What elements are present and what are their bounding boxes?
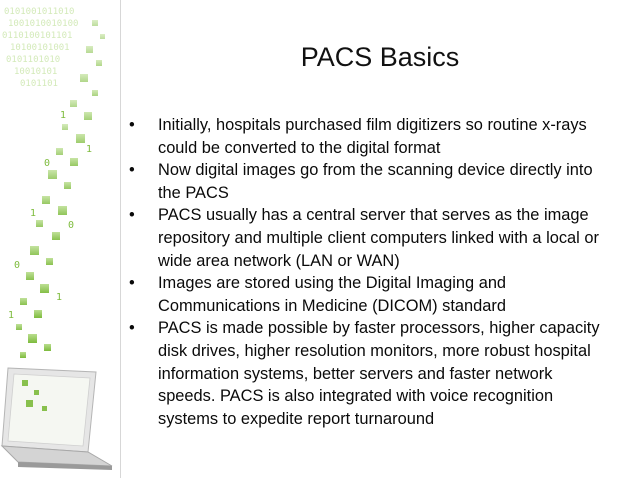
svg-text:0101101010: 0101101010 — [6, 55, 61, 65]
bullet-text: Now digital images go from the scanning device directly into the PACS — [158, 161, 593, 202]
bullet-list — [129, 114, 609, 430]
svg-text:10100101001: 10100101001 — [10, 43, 70, 53]
svg-text:1: 1 — [8, 310, 15, 321]
svg-text:0101001011010: 0101001011010 — [4, 7, 75, 17]
bullet-item — [129, 114, 609, 159]
svg-text:1: 1 — [30, 208, 37, 219]
svg-text:0: 0 — [44, 158, 51, 169]
bullet-dot: • — [129, 116, 135, 134]
bullet-item — [129, 272, 609, 317]
svg-text:0101101: 0101101 — [20, 79, 58, 89]
bullet-item — [129, 317, 609, 430]
slide-title: PACS Basics — [300, 42, 460, 72]
bullet-dot: • — [129, 206, 135, 225]
bullet-dot: • — [129, 319, 135, 338]
svg-text:1001010010100: 1001010010100 — [8, 19, 79, 29]
bullet-text: Initially, hospitals purchased film digitizers so routine x-rays could be converted to the digital format — [158, 116, 587, 157]
laptop-icon — [2, 368, 112, 470]
svg-text:0110100101101: 0110100101101 — [2, 31, 73, 41]
svg-text:1: 1 — [56, 292, 63, 303]
bullet-item — [129, 204, 609, 272]
bullet-item — [129, 159, 609, 204]
svg-text:0: 0 — [68, 220, 75, 231]
bullet-dot: • — [129, 274, 135, 293]
bullet-text: PACS is made possible by faster processors, higher capacity disk drives, higher resolution monitors, more robust hospital information systems, better servers and faster network speeds. PACS is also integrated with voice recognition systems to expedite report turnaround — [158, 319, 600, 428]
binary-digits-graphic — [0, 0, 122, 478]
svg-text:1: 1 — [86, 144, 93, 155]
bullet-text: PACS usually has a central server that serves as the image repository and multiple client computers linked with a local or wide area network (LAN or WAN) — [158, 206, 599, 270]
svg-text:0: 0 — [14, 260, 21, 271]
bullet-text: Images are stored using the Digital Imaging and Communications in Medicine (DICOM) standard — [158, 274, 507, 315]
bullet-dot: • — [129, 161, 135, 180]
sidebar-divider — [120, 0, 121, 478]
svg-text:1: 1 — [60, 110, 67, 121]
svg-text:10010101: 10010101 — [14, 67, 58, 77]
